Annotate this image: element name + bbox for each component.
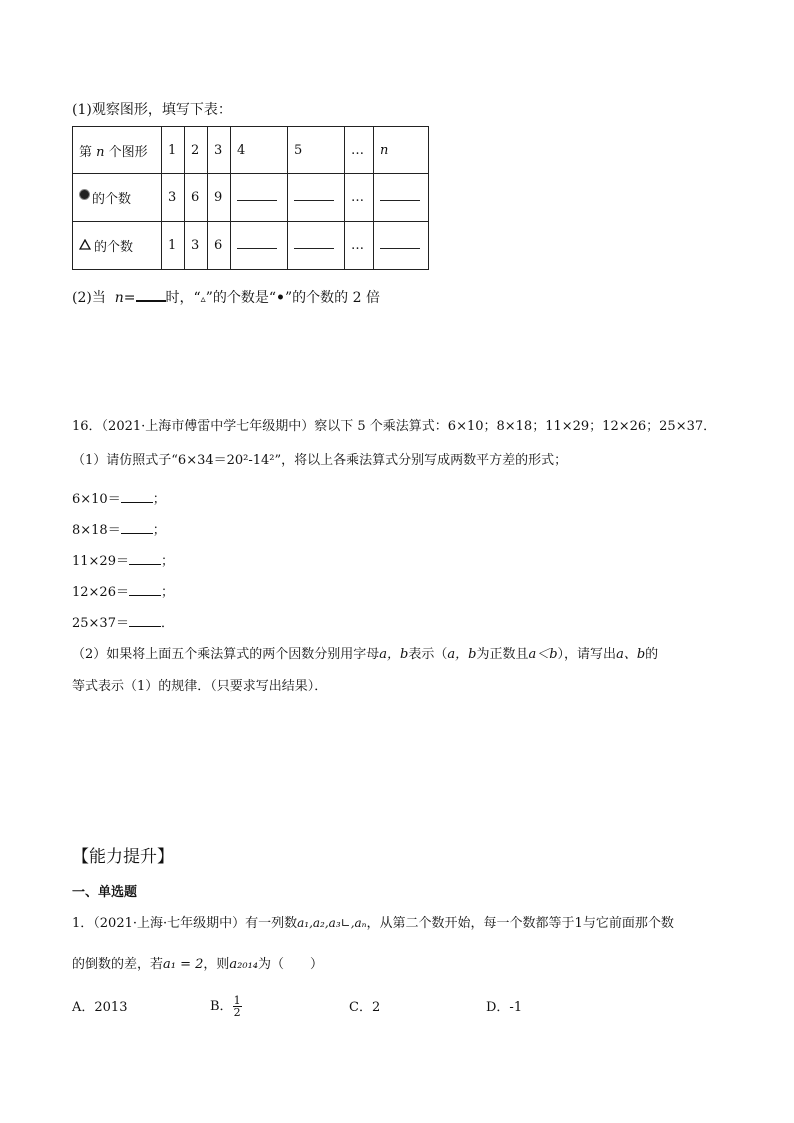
table-header-cell: 5 [288, 127, 345, 174]
mc1-line2: 的倒数的差，若a₁ = 2，则a₂₀₁₄为（ ） [72, 957, 324, 972]
q16-eq1: 6×10＝ ； [72, 492, 166, 507]
answer-blank [121, 490, 153, 503]
table-cell: 3 [162, 174, 185, 222]
section-subtitle: 一、单选题 [72, 885, 138, 900]
table-header-cell: 4 [231, 127, 288, 174]
answer-blank [237, 238, 277, 249]
answer-blank [294, 190, 334, 201]
answer-blank-cell [374, 174, 429, 222]
table-header-cell: 1 [162, 127, 185, 174]
answer-blank [136, 288, 166, 302]
mc1-line1: 1．（2021·上海·七年级期中）有一列数a₁,a₂,a₃∟,aₙ，从第二个数开始，每一个数都等于1与它前面那个数 [72, 916, 674, 931]
answer-blank [129, 583, 161, 596]
answer-blank [121, 521, 153, 534]
answer-blank-cell [374, 222, 429, 270]
q16-part2-line1: （2）如果将上面五个乘法算式的两个因数分别用字母a，b表示（a，b为正数且a＜b），请写出a、b的 [72, 647, 659, 662]
answer-blank [237, 190, 277, 201]
table-row-dots [73, 174, 429, 222]
dot-row-label: 的个数 [73, 174, 162, 222]
table-cell: 6 [185, 174, 208, 222]
answer-blank [129, 552, 161, 565]
section-title: 【能力提升】 [72, 847, 174, 867]
option-a[interactable]: A．2013 [72, 1000, 128, 1015]
answer-blank-cell [231, 174, 288, 222]
q16-eq3: 11×29＝ ； [72, 554, 174, 569]
table-cell: … [345, 222, 374, 270]
triangle-icon [79, 239, 91, 250]
fraction-one-half: $\frac{1}{2}$ [233, 994, 241, 1019]
table-cell: 1 [162, 222, 185, 270]
answer-blank-cell [288, 222, 345, 270]
option-d[interactable]: D．-1 [486, 1000, 523, 1015]
option-c[interactable]: C．2 [349, 1000, 381, 1015]
table-cell: … [345, 174, 374, 222]
table-row-header [73, 127, 429, 174]
q16-part2-line2: 等式表示（1）的规律．（只要求写出结果）． [72, 679, 328, 694]
pattern-table [72, 126, 429, 270]
q16-part1: （1）请仿照式子“6×34＝20²-14²”，将以上各乘法算式分别写成两数平方差的形式； [72, 453, 568, 468]
black-dot-icon [79, 189, 90, 200]
answer-blank [129, 614, 161, 627]
table-header-cell: 2 [185, 127, 208, 174]
table-cell: 9 [208, 174, 231, 222]
answer-blank [380, 238, 420, 249]
table-header-cell: n [374, 127, 429, 174]
q15-part1: (1)观察图形，填写下表： [72, 102, 232, 118]
answer-blank-cell [288, 174, 345, 222]
table-cell: 6 [208, 222, 231, 270]
q15-part2: (2)当 n= 时，“▵”的个数是“•”的个数的 2 倍 [72, 290, 380, 306]
q16-eq2: 8×18＝ ； [72, 523, 166, 538]
q16-eq5: 25×37＝ ． [72, 616, 174, 631]
table-cell: 3 [185, 222, 208, 270]
answer-blank [294, 238, 334, 249]
option-b[interactable]: B． $\frac{1}{2}$ [210, 994, 241, 1019]
q16-stem: 16．（2021·上海市傅雷中学七年级期中）察以下 5 个乘法算式：6×10；8×18；11×29；12×26；25×37． [72, 419, 717, 434]
table-header-cell: … [345, 127, 374, 174]
table-header-cell: 3 [208, 127, 231, 174]
table-row-triangles [73, 222, 429, 270]
triangle-row-label: 的个数 [73, 222, 162, 270]
answer-blank-cell [231, 222, 288, 270]
q16-eq4: 12×26＝ ； [72, 585, 174, 600]
table-header-cell: 第 n 个图形 [73, 127, 162, 174]
answer-blank [380, 190, 420, 201]
